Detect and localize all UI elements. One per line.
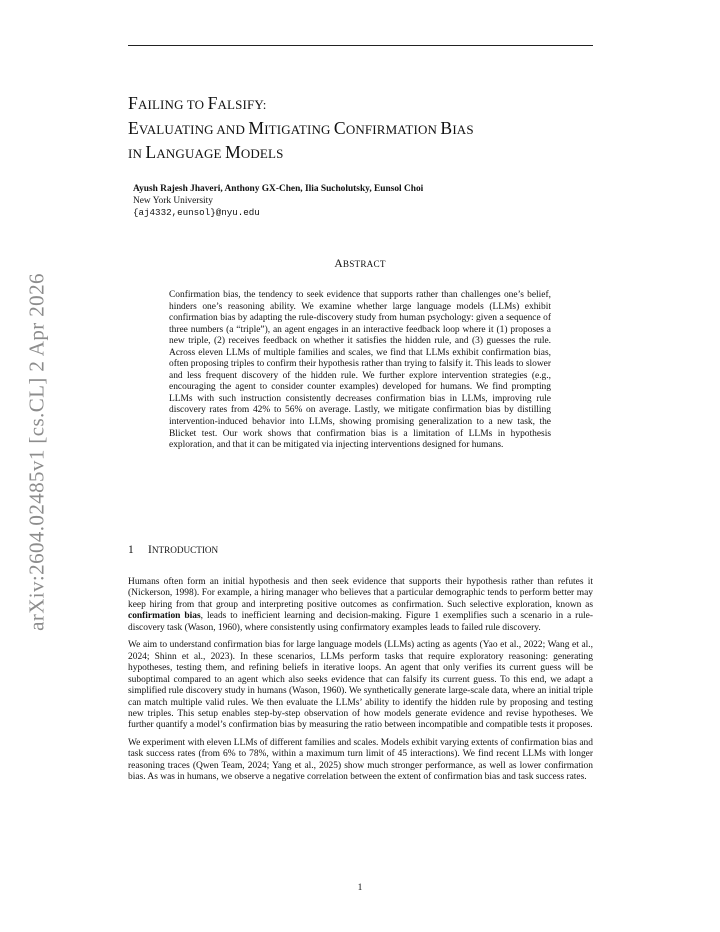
abstract-heading: ABSTRACT bbox=[334, 258, 386, 270]
paragraph-1: Humans often form an initial hypothesis and then seek evidence that supports their hypothesis rather than refutes it (Nickerson, 1998). For example, a hiring manager who believes that a particular demographic tends to perform better may keep hiring from that group and interpreting positive outcomes as confirmation. Such selective exploration, known as confirmation bias, leads to inefficient learning and decision-making. Figure 1 exemplifies such a scenario in a rule-discovery task (Wason, 1960), where consistently using confirmatory examples leads to failed rule discovery. bbox=[128, 577, 593, 633]
arxiv-stamp: arXiv:2604.02485v1 [cs.CL] 2 Apr 2026 bbox=[24, 273, 49, 631]
abstract-text: Confirmation bias, the tendency to seek evidence that supports rather than challenges one’s belief, hinders one’s reasoning ability. We examine whether large language models (LLMs) exhibit confirmation bias by adapting the rule-discovery study from human psychology: given a sequence of three numbers (a “triple”), an agent engages in an interactive feedback loop where it (1) proposes a new triple, (2) receives feedback on whether it satisfies the hidden rule, and (3) guesses the rule. Across eleven LLMs of multiple families and scales, we find that LLMs exhibit confirmation bias, often proposing triples to confirm their hypothesis rather than trying to falsify it. This leads to slower and less frequent discovery of the hidden rule. We further explore intervention strategies (e.g., encouraging the agent to consider counter examples) developed for humans. We find prompting LLMs with such instruction consistently decreases confirmation bias in LLMs, improving rule discovery rates from 42% to 56% on average. Lastly, we mitigate confirmation bias by distilling intervention-induced behavior into LLMs, showing promising generalization to a new task, the Blicket test. Our work shows that confirmation bias is a limitation of LLMs in hypothesis exploration, and that it can be mitigated via injecting interventions designed for humans. bbox=[169, 290, 551, 451]
bold-term: confirmation bias bbox=[128, 611, 201, 622]
introduction-body bbox=[128, 577, 593, 790]
header-rule bbox=[128, 45, 593, 46]
section-heading-introduction: 1 INTRODUCTION bbox=[128, 544, 219, 556]
title-line-2: EVALUATING AND MITIGATING CONFIRMATION BIAS bbox=[128, 117, 474, 138]
author-affiliation: New York University bbox=[133, 195, 213, 206]
page-number: 1 bbox=[357, 883, 363, 893]
paragraph-2: We aim to understand confirmation bias for large language models (LLMs) acting as agents (Yao et al., 2022; Wang et al., 2024; Shinn et al., 2023). In these scenarios, LLMs perform tasks that require exploratory reasoning: generating hypotheses, testing them, and refining beliefs in iterative loops. An agent that only verifies its current guess will be suboptimal compared to an agent which also seeks evidence that can falsify its current guess. To this end, we adapt a simplified rule discovery study in humans (Wason, 1960). We synthetically generate large-scale data, where an initial triple can match multiple valid rules. We then evaluate the LLMs’ ability to identify the hidden rule by proposing and testing new triples. This setup enables step-by-step observation of how models generate evidence and revise hypotheses. We further quantify a model’s confirmation bias by measuring the ratio between incompatible and compatible tests it proposes. bbox=[128, 640, 593, 731]
paper-title bbox=[128, 92, 598, 166]
author-block bbox=[133, 184, 423, 219]
author-email: {aj4332,eunsol}@nyu.edu bbox=[133, 207, 260, 219]
title-line-3: IN LANGUAGE MODELS bbox=[128, 142, 284, 163]
paragraph-3: We experiment with eleven LLMs of different families and scales. Models exhibit varying extents of confirmation bias and task success rates (from 6% to 78%, within a maximum turn limit of 45 interactions). We find recent LLMs with longer reasoning traces (Qwen Team, 2024; Yang et al., 2025) show much stronger performance, as well as lower confirmation bias. As was in humans, we observe a negative correlation between the extent of confirmation bias and task success rates. bbox=[128, 737, 593, 783]
title-line-1: FAILING TO FALSIFY: bbox=[128, 93, 267, 113]
author-names: Ayush Rajesh Jhaveri, Anthony GX-Chen, Ilia Sucholutsky, Eunsol Choi bbox=[133, 184, 424, 194]
